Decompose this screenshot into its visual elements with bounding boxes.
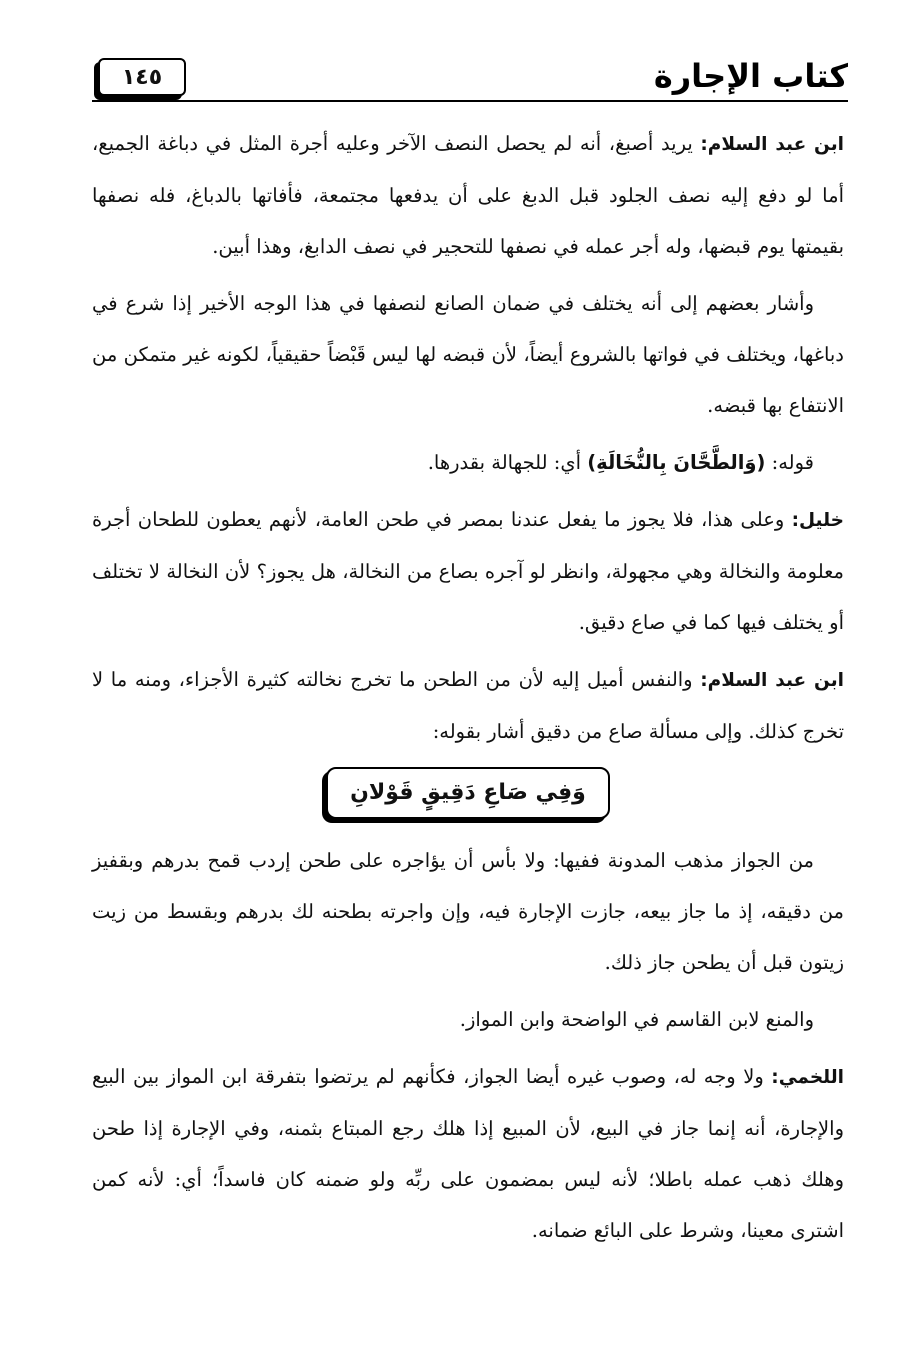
header-rule (92, 100, 848, 102)
paragraph-text: أي: للجهالة بقدرها. (427, 451, 588, 474)
quoted-matn-term: (وَالطَّحَّانَ بِالنُّخَالَةِ) (587, 451, 766, 474)
book-title: كتاب الإجارة (653, 57, 848, 95)
page-number: ١٤٥ (121, 64, 163, 90)
paragraph-text: يريد أصبغ، أنه لم يحصل النصف الآخر وعليه أجرة المثل في دباغة الجميع، أما لو دفع إليه نصف الجلود قبل الدبغ على أن يدفعها مجتمعة، فأفاتها بالدباغ، فله نصفها بقيمتها يوم قبضها، وله أجر عمله في نصفها للتحجير في نصف الدابغ، وهذا أبين. (92, 132, 844, 258)
matn-text-box: وَفِي صَاعِ دَقِيقٍ قَوْلانِ (326, 767, 610, 819)
speaker-label: اللخمي: (771, 1067, 844, 1088)
paragraph-qawluhu (92, 437, 844, 488)
paragraph-lakhmi (92, 1051, 844, 1256)
page-number-box (98, 58, 186, 96)
paragraph-text: ولا وجه له، وصوب غيره أيضا الجواز، فكأنهم لم يرتضوا بتفرقة ابن المواز بين البيع والإجارة، أنه إنما جاز في البيع، لأن المبيع إذا هلك رجع المبتاع بثمنه، وفي الإجارة إذا طحن وهلك ذهب عمله باطلا؛ لأنه ليس بمضمون على ربِّه ولو ضمنه كان فاسداً؛ أي: لأنه كمن اشترى معينا، وشرط على البائع ضمانه. (92, 1065, 844, 1242)
paragraph-text: والنفس أميل إليه لأن من الطحن ما تخرج نخالته كثيرة الأجزاء، ومنه ما لا تخرج كذلك. وإلى مسألة صاع من دقيق أشار بقوله: (92, 668, 844, 743)
paragraph-text: من الجواز مذهب المدونة ففيها: ولا بأس أن يؤاجره على طحن إردب قمح بدرهم وبقفيز من دقيقه، إذ ما جاز بيعه، جازت الإجارة فيه، وإن واجرته بطحنه لك بدرهم وبقسط من زيت زيتون قبل أن يطحن جاز ذلك. (92, 849, 844, 974)
speaker-label: خليل: (791, 510, 844, 531)
paragraph-ibn-abd-al-salam-2 (92, 654, 844, 757)
paragraph-man (92, 994, 844, 1045)
quote-prefix: قوله: (765, 451, 814, 474)
speaker-label: ابن عبد السلام: (700, 670, 844, 691)
paragraph-khalil (92, 494, 844, 648)
speaker-label: ابن عبد السلام: (700, 134, 844, 155)
page-header (92, 54, 848, 106)
matn-box-wrapper (92, 767, 844, 823)
paragraph-ishara (92, 278, 844, 431)
main-text (92, 118, 844, 1262)
paragraph-text: والمنع لابن القاسم في الواضحة وابن المواز. (459, 1008, 814, 1031)
paragraph-text: وعلى هذا، فلا يجوز ما يفعل عندنا بمصر في طحن العامة، لأنهم يعطون للطحان أجرة معلومة والنخالة وهي مجهولة، وانظر لو آجره بصاع من النخالة، هل يجوز؟ لأن النخالة لا تختلف أو يختلف فيها كما في صاع دقيق. (92, 508, 844, 634)
paragraph-text: وأشار بعضهم إلى أنه يختلف في ضمان الصانع لنصفها في هذا الوجه الأخير إذا شرع في دباغها، ويختلف في فواتها بالشروع أيضاً، لأن قبضه لها ليس قَبْضاً حقيقياً، لكونه غير متمكن من الانتفاع بها قبضه. (92, 292, 844, 417)
paragraph-ibn-abd-al-salam-1 (92, 118, 844, 272)
paragraph-jawaz (92, 835, 844, 988)
